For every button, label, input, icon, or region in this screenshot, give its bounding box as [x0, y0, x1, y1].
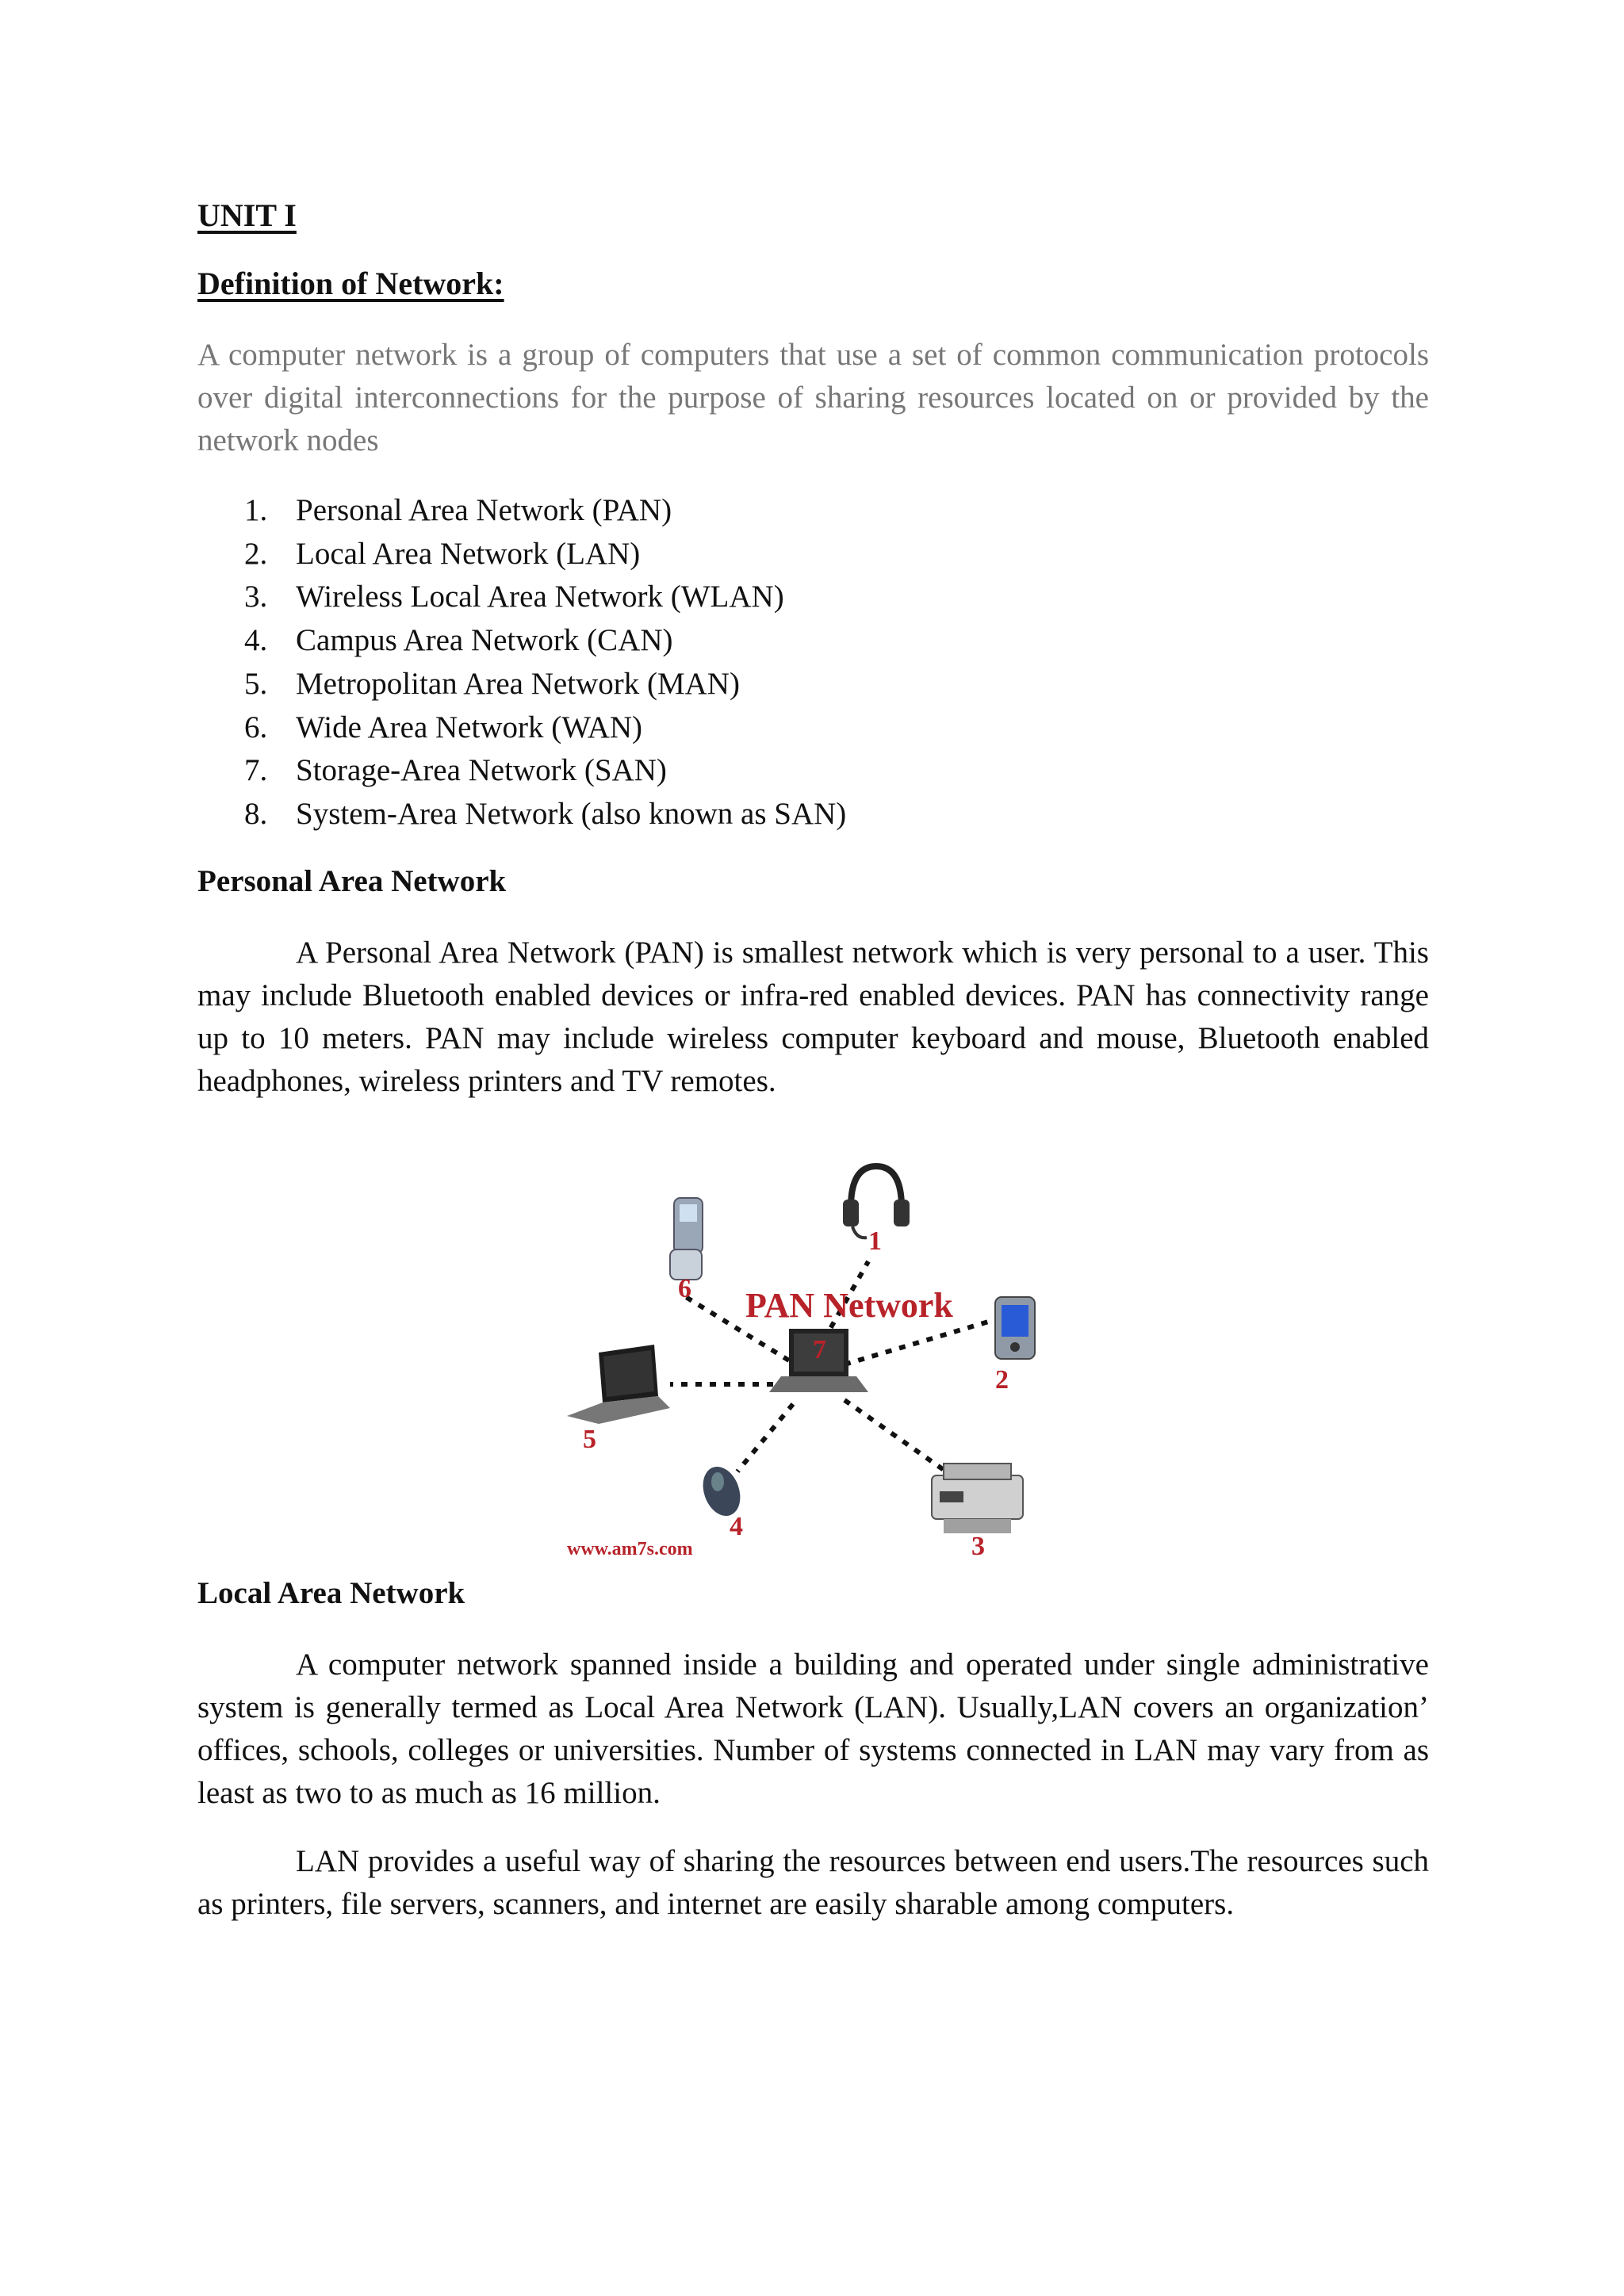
printer-icon: [932, 1464, 1023, 1533]
pda-icon: [995, 1297, 1035, 1359]
definition-text: A computer network is a group of computers that use a set of common communication protocols over digital interconnections for the purpose of sharing resources located on or provided by the network nodes: [197, 338, 1429, 457]
figure-title: PAN Network: [745, 1285, 953, 1325]
label-1: 1: [868, 1226, 882, 1256]
label-5: 5: [583, 1424, 596, 1454]
list-item: 7. Storage-Area Network (SAN): [244, 753, 667, 788]
label-3: 3: [971, 1531, 985, 1561]
label-4: 4: [730, 1511, 743, 1541]
pan-heading: Personal Area Network: [197, 863, 507, 898]
list-item: 1. Personal Area Network (PAN): [244, 493, 672, 527]
pan-text: A Personal Area Network (PAN) is smallest network which is very personal to a user. This may include Bluetooth enabled devices or infra-red enabled devices. PAN has connectivity range up to 10 meters. PAN may include wireless computer keyboard and mouse, Bluetooth enabled headphones, wireless printers and TV remotes.: [197, 935, 1429, 1098]
pan-network-figure: [551, 1150, 1074, 1563]
label-7: 7: [813, 1334, 826, 1364]
mobile-phone-icon: [670, 1198, 703, 1280]
pan-diagram: [551, 1150, 1074, 1563]
list-item: 3. Wireless Local Area Network (WLAN): [244, 580, 784, 614]
network-types-list: [197, 489, 1429, 836]
lan-text-1: A computer network spanned inside a building and operated under single administrative system is generally termed as Local Area Network (LAN). Usually,LAN covers an organization’ offices, schools, colleges or universities. Number of systems connected in LAN may vary from as least as two to as much as 16 million.: [197, 1647, 1429, 1810]
lan-heading: Local Area Network: [197, 1575, 465, 1610]
unit-title: UNIT I: [197, 197, 297, 233]
laptop-icon: [567, 1345, 670, 1424]
watermark-text: www.am7s.com: [567, 1538, 693, 1559]
label-2: 2: [995, 1364, 1009, 1395]
list-item: 2. Local Area Network (LAN): [244, 536, 641, 571]
list-item: 5. Metropolitan Area Network (MAN): [244, 666, 740, 701]
label-6: 6: [678, 1273, 691, 1303]
list-item: 4. Campus Area Network (CAN): [244, 623, 673, 658]
list-item: 8. System-Area Network (also known as SAN): [244, 796, 847, 831]
page-content: [197, 194, 1429, 1926]
definition-heading: Definition of Network:: [197, 266, 504, 301]
lan-text-2: LAN provides a useful way of sharing the resources between end users.The resources such as printers, file servers, scanners, and internet are easily sharable among computers.: [197, 1843, 1429, 1921]
list-item: 6. Wide Area Network (WAN): [244, 710, 643, 744]
